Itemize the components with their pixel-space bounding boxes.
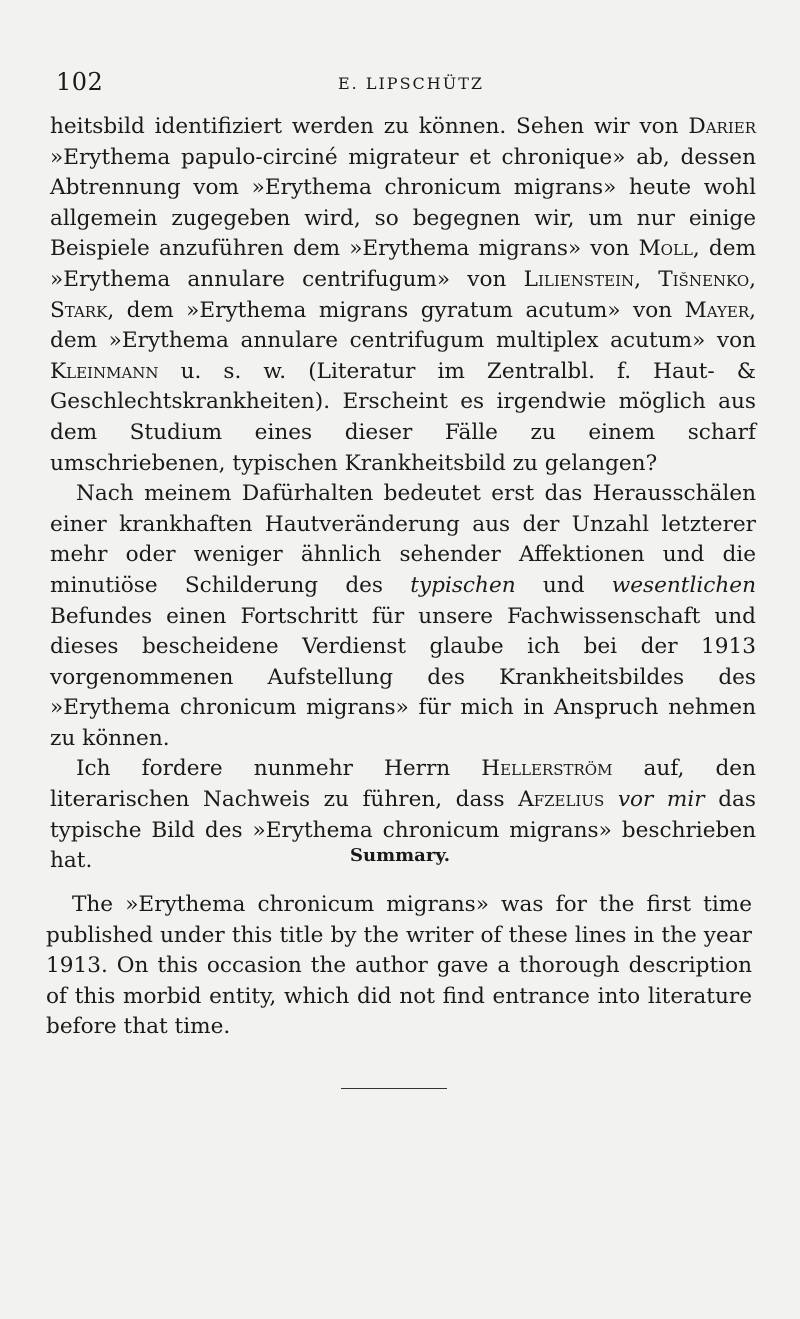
p2-text-2: und	[515, 572, 612, 598]
author-name-afzelius: Afzelius	[518, 787, 605, 813]
p3-text-1: Ich fordere nunmehr Herrn	[76, 756, 482, 782]
p1-text-6: , dem »Erythema migrans gyratum acutum» von	[107, 297, 685, 323]
p2-text-3: Befundes einen Fortschritt für unsere Fachwissenschaft und dieses bescheidene Verdienst glaube ich bei der 1913 vorgenommenen Aufstellung des Krankheitsbildes des »Erythema chronicum migrans» für mich in Anspruch nehmen zu können.	[50, 603, 756, 751]
p1-text-5: ,	[749, 266, 756, 292]
p1-text-4: ,	[634, 266, 659, 292]
emphasis-vor-mir: vor mir	[617, 787, 705, 813]
paragraph-2	[50, 479, 756, 754]
emphasis-typischen: typischen	[410, 572, 516, 598]
page-header	[56, 68, 740, 108]
author-name-tisnenko: Tišnenko	[658, 266, 750, 292]
p1-text-2: »Erythema papulo-circiné migrateur et chronique» ab, dessen Abtrennung vom »Erythema chronicum migrans» heute wohl allgemein zugegeben wird, so begegnen wir, um nur einige Beispiele anzuführen dem »Erythema migrans» von	[50, 144, 756, 262]
p3-text-4: das typische Bild des »Erythema chronicum migrans» beschrieben hat.	[50, 787, 756, 874]
author-name-stark: Stark	[50, 297, 108, 323]
paragraph-1	[50, 112, 756, 479]
summary-paragraph: The »Erythema chronicum migrans» was for the first time published under this title by the writer of these lines in the year 1913. On this occasion the author gave a thorough description of this morbid entity, which did not find entrance into literature before that time.	[46, 892, 752, 1040]
p3-text-3	[604, 787, 618, 812]
body-text	[50, 112, 756, 877]
author-name-darier: Darier	[688, 114, 756, 139]
p2-text-1: Nach meinem Dafürhalten bedeutet erst das Herausschälen einer krankhaften Hautveränderung aus der Unzahl letzterer mehr oder weniger ähnlich sehender Affektionen und die minutiöse Schilderung des	[50, 481, 756, 598]
author-name-hellerstrom: Hellerström	[481, 756, 613, 782]
p1-text-3: , dem »Erythema annulare centrifugum» von	[50, 236, 756, 292]
summary-heading: Summary.	[350, 845, 450, 866]
p1-text-7: , dem »Erythema annulare centrifugum multiplex acutum» von	[50, 297, 756, 354]
author-name-mayer: Mayer	[684, 297, 750, 323]
author-name-lilienstein: Lilienstein	[523, 266, 635, 292]
p3-text-2: auf, den literarischen Nachweis zu führen, dass	[50, 756, 756, 813]
page-number: 102	[56, 68, 104, 96]
p1-text-1: heitsbild identifiziert werden zu können. Sehen wir von	[50, 114, 689, 139]
emphasis-wesentlichen: wesentlichen	[611, 572, 756, 598]
p1-text-8: u. s. w. (Literatur im Zentralbl. f. Haut- & Geschlechtskrankheiten). Erscheint es irgendwie möglich aus dem Studium eines dieser Fälle zu einem scharf umschriebenen, typischen Krankheitsbild zu gelangen?	[50, 358, 756, 476]
author-name-moll: Moll	[638, 236, 693, 262]
end-rule-divider	[341, 1088, 447, 1089]
author-name-kleinmann: Kleinmann	[50, 358, 159, 384]
running-head: E. LIPSCHÜTZ	[338, 74, 484, 93]
summary-body	[46, 890, 752, 1043]
